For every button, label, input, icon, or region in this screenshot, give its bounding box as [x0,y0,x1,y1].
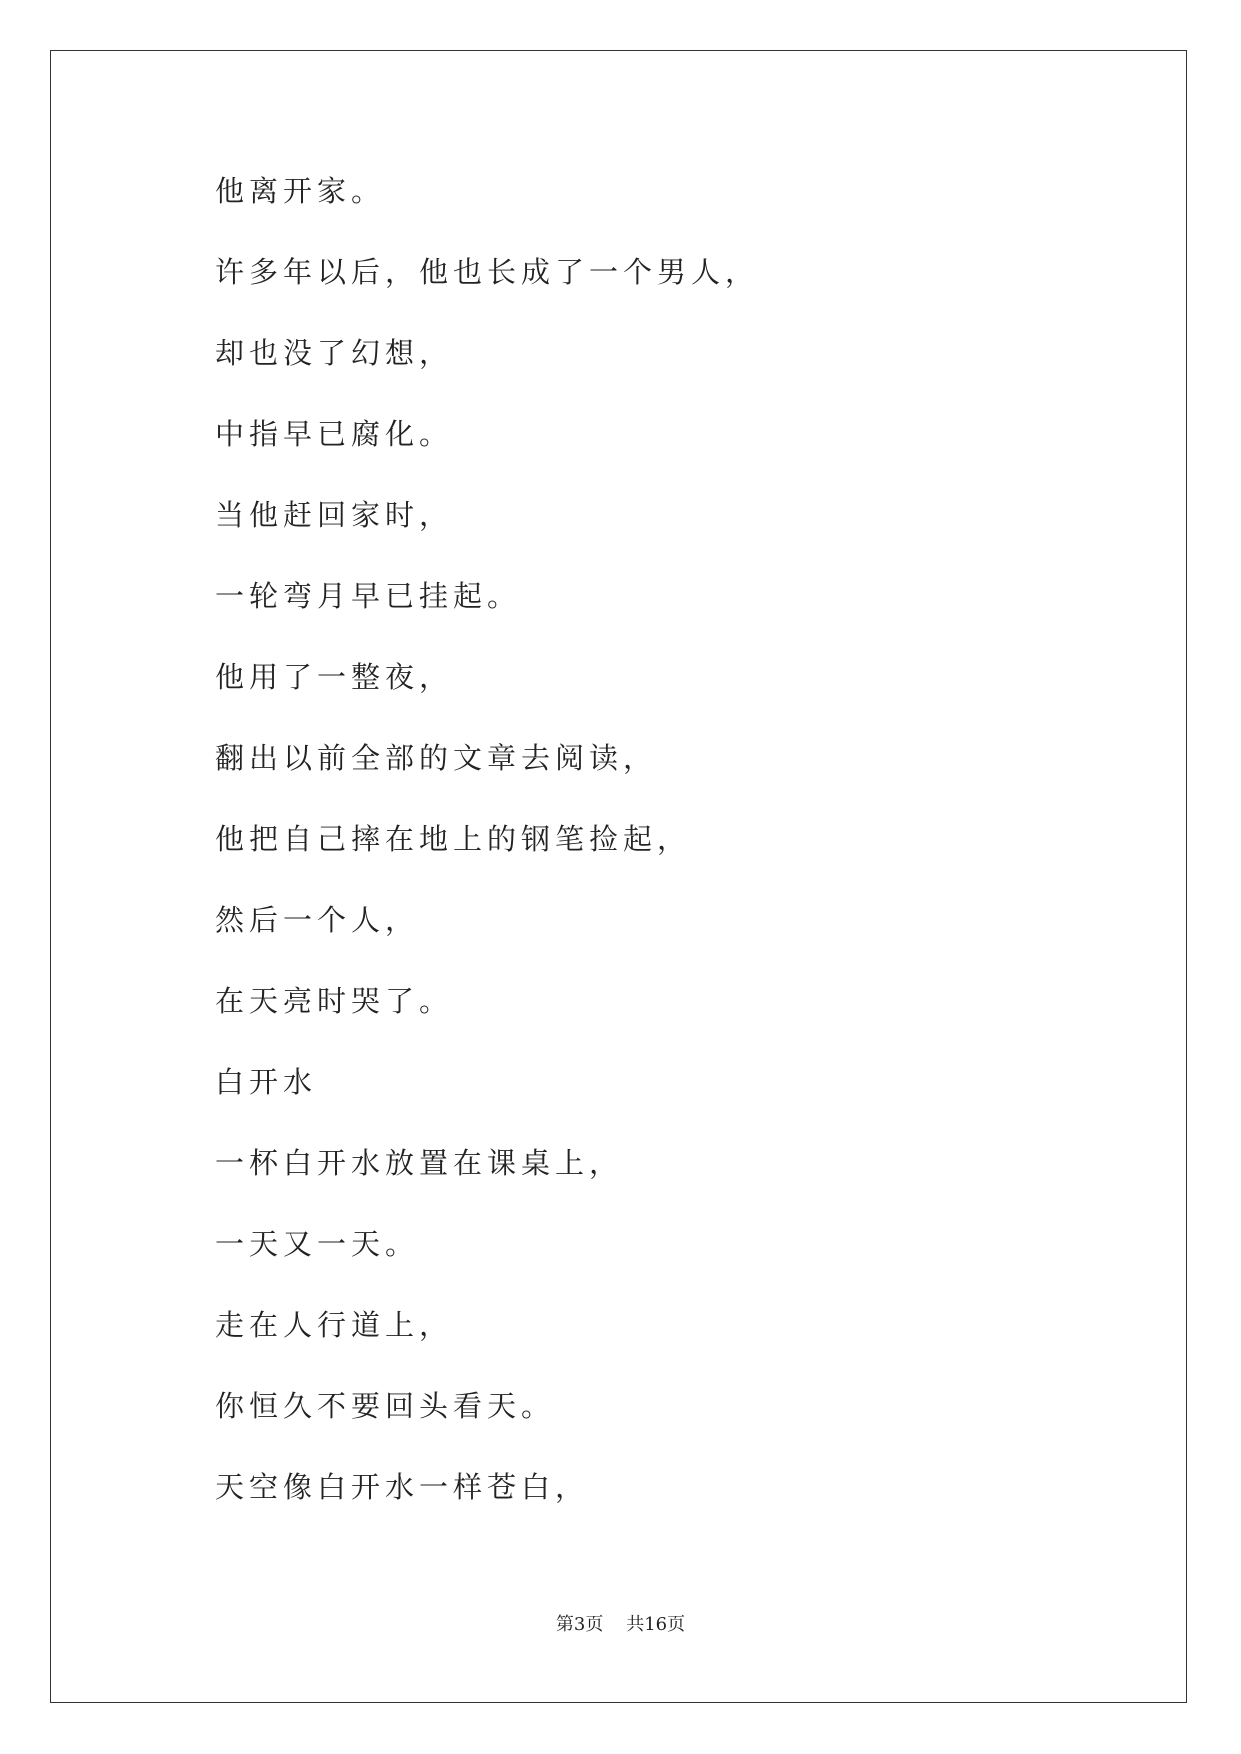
text-line: 天空像白开水一样苍白， [215,1470,590,1504]
text-line: 许多年以后，他也长成了一个男人， [215,255,760,289]
page-total: 共16页 [626,1614,686,1635]
text-line: 却也没了幻想， [215,336,454,370]
text-line: 一轮弯月早已挂起。 [215,579,522,613]
text-line: 你恒久不要回头看天。 [215,1389,556,1423]
text-line: 他用了一整夜， [215,660,454,694]
page-number: 第3页 [555,1614,604,1635]
section-heading: 白开水 [215,1065,318,1099]
text-line: 然后一个人， [215,903,420,937]
page-footer [0,1612,1241,1638]
text-line: 翻出以前全部的文章去阅读， [215,741,658,775]
text-line: 走在人行道上， [215,1308,454,1342]
text-line: 他把自己摔在地上的钢笔捡起， [215,822,692,856]
page-border [50,50,1187,1703]
text-line: 在天亮时哭了。 [215,984,454,1018]
text-line: 他离开家。 [215,174,386,208]
text-line: 一杯白开水放置在课桌上， [215,1146,624,1180]
text-line: 一天又一天。 [215,1227,420,1261]
text-line: 中指早已腐化。 [215,417,454,451]
text-line: 当他赶回家时， [215,498,454,532]
